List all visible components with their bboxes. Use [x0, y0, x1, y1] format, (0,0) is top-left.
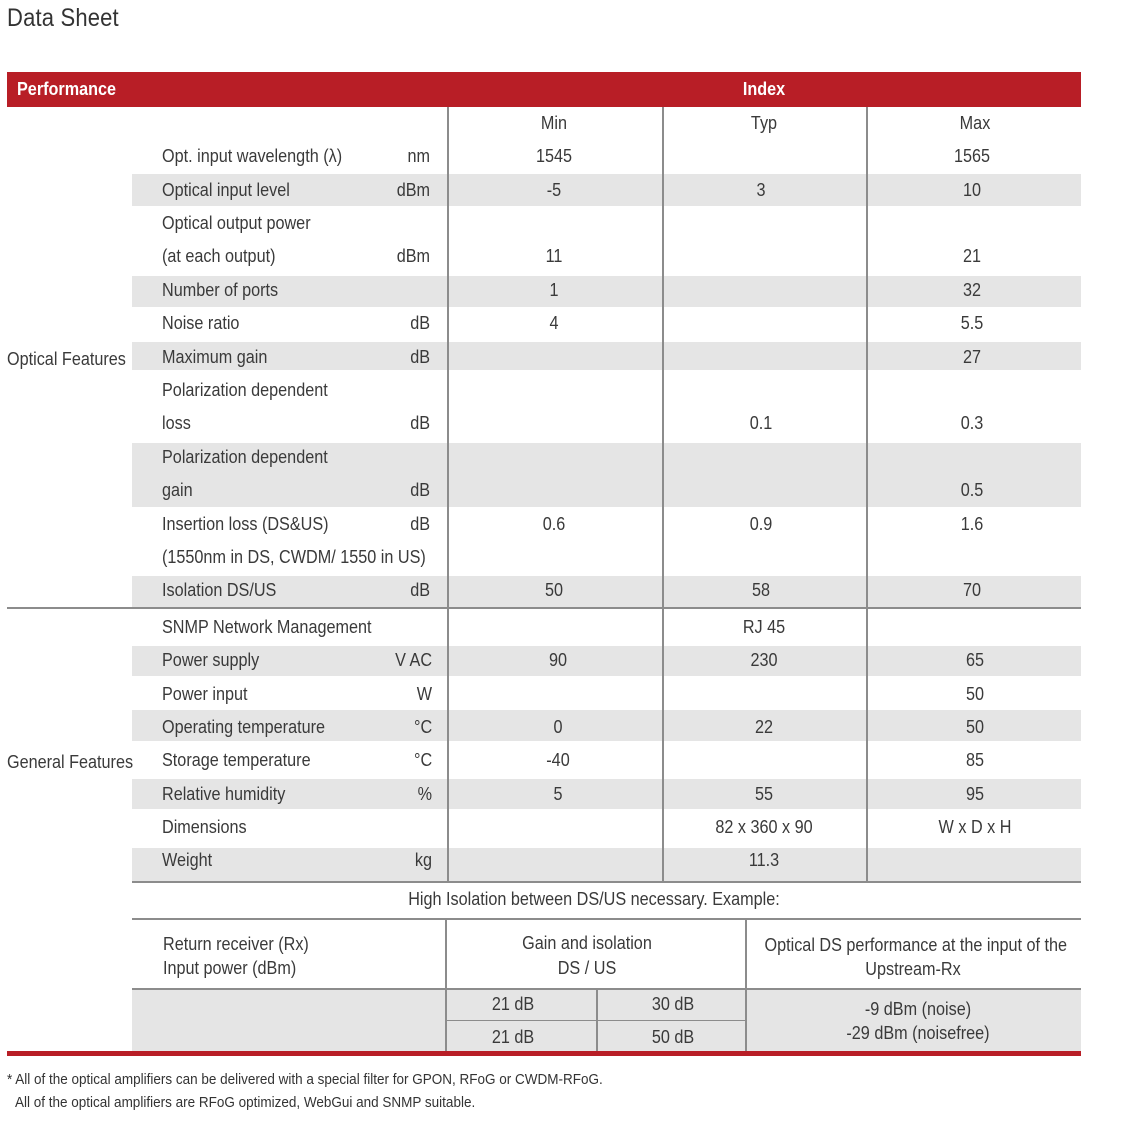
value-min: 0.6	[542, 514, 566, 534]
value-max: 5.5	[960, 313, 984, 333]
example-header-rx: Return receiver (Rx)	[163, 934, 309, 954]
value-typ: 11.3	[748, 850, 780, 870]
row-unit: °C	[413, 750, 432, 770]
row-unit: W	[416, 684, 432, 704]
row-unit: nm	[407, 146, 430, 166]
example-divider	[445, 920, 447, 1051]
row-label: Power input	[162, 684, 248, 704]
column-divider	[447, 107, 449, 882]
value-max: 1.6	[960, 514, 984, 534]
value-typ: 58	[751, 580, 771, 600]
value-min: 50	[544, 580, 564, 600]
row-unit: dB	[410, 514, 430, 534]
row-label: Noise ratio	[162, 313, 240, 333]
value-max: 27	[962, 347, 982, 367]
row-unit: kg	[414, 850, 432, 870]
value-max: 70	[962, 580, 982, 600]
header-index: Index	[742, 79, 786, 99]
value-max: 50	[965, 717, 985, 737]
row-label: Number of ports	[162, 280, 279, 300]
example-gain-value: 21 dB	[491, 994, 535, 1014]
value-max: 95	[965, 784, 985, 804]
column-header-max: Max	[959, 113, 991, 133]
row-label: Dimensions	[162, 817, 247, 837]
example-header-ds-line2: Upstream-Rx	[865, 959, 961, 979]
value-max: 10	[962, 180, 982, 200]
value-min: 1545	[535, 146, 573, 166]
row-unit: dBm	[396, 246, 430, 266]
row-label: Polarization dependent	[162, 447, 328, 467]
row-label-line2: gain	[162, 480, 193, 500]
row-label-line2: (1550nm in DS, CWDM/ 1550 in US)	[162, 547, 426, 567]
value-typ: 55	[754, 784, 774, 804]
value-max: 32	[962, 280, 982, 300]
value-min: 0	[553, 717, 563, 737]
value-max: 0.5	[960, 480, 984, 500]
column-divider	[866, 107, 868, 882]
row-label: Optical input level	[162, 180, 290, 200]
table-end-rule	[132, 881, 1081, 883]
section-divider	[7, 607, 1081, 609]
row-label: Operating temperature	[162, 717, 325, 737]
row-unit: %	[417, 784, 432, 804]
example-isolation-value: 50 dB	[651, 1027, 695, 1047]
value-typ: 230	[750, 650, 778, 670]
example-gain-value: 21 dB	[491, 1027, 535, 1047]
row-label: Weight	[162, 850, 213, 870]
value-max: 85	[965, 750, 985, 770]
value-min: 11	[545, 246, 563, 266]
example-header-ds: Optical DS performance at the input of the	[764, 935, 1068, 955]
table-bottom-bar	[7, 1051, 1081, 1056]
value-min: -40	[546, 750, 570, 770]
example-result-noisefree: -29 dBm (noisefree)	[846, 1023, 990, 1043]
example-divider	[745, 920, 747, 1051]
row-unit: dB	[410, 480, 430, 500]
value-max: 1565	[953, 146, 991, 166]
value-max: 21	[962, 246, 982, 266]
example-header-rule	[132, 988, 1081, 990]
column-header-typ: Typ	[750, 113, 778, 133]
row-label-line2: loss	[162, 413, 191, 433]
value-min: 1	[549, 280, 559, 300]
row-label-line2: (at each output)	[162, 246, 276, 266]
value-typ: 0.9	[749, 514, 773, 534]
row-unit: dB	[410, 413, 430, 433]
table-header-bar	[7, 72, 1081, 107]
value-typ: 82 x 360 x 90	[715, 817, 813, 837]
value-typ: 22	[754, 717, 774, 737]
example-header-rx-line2: Input power (dBm)	[163, 958, 297, 978]
row-label: Power supply	[162, 650, 260, 670]
value-typ: 3	[756, 180, 766, 200]
value-max: 0.3	[960, 413, 984, 433]
page-title: Data Sheet	[7, 4, 119, 32]
row-label: Polarization dependent	[162, 380, 328, 400]
value-min: 5	[553, 784, 563, 804]
group-label-optical: Optical Features	[7, 349, 126, 369]
value-typ: RJ 45	[742, 617, 786, 637]
value-min: 4	[549, 313, 559, 333]
example-result-noise: -9 dBm (noise)	[864, 999, 972, 1019]
row-unit: dBm	[396, 180, 430, 200]
value-min: -5	[546, 180, 562, 200]
row-unit: dB	[410, 347, 430, 367]
row-label: Isolation DS/US	[162, 580, 277, 600]
header-performance: Performance	[17, 79, 117, 99]
example-header-gain: Gain and isolation	[522, 933, 652, 953]
row-label: Maximum gain	[162, 347, 268, 367]
value-min: 90	[548, 650, 568, 670]
row-label: Insertion loss (DS&US)	[162, 514, 329, 534]
column-header-min: Min	[540, 113, 568, 133]
row-label: Opt. input wavelength (λ)	[162, 146, 343, 166]
value-max: W x D x H	[938, 817, 1012, 837]
row-unit: dB	[410, 313, 430, 333]
row-unit: °C	[413, 717, 432, 737]
example-top-rule	[132, 918, 1081, 920]
row-label: Storage temperature	[162, 750, 311, 770]
value-max: 65	[965, 650, 985, 670]
row-label: Optical output power	[162, 213, 311, 233]
row-unit: V AC	[395, 650, 432, 670]
value-max: 50	[965, 684, 985, 704]
footnote: All of the optical amplifiers are RFoG optimized, WebGui and SNMP suitable.	[15, 1094, 476, 1111]
example-header-gain-line2: DS / US	[557, 958, 617, 978]
row-unit: dB	[410, 580, 430, 600]
example-isolation-value: 30 dB	[651, 994, 695, 1014]
footnote: * All of the optical amplifiers can be delivered with a special filter for GPON, RFoG or CWDM-RFoG.	[7, 1071, 603, 1088]
row-label: SNMP Network Management	[162, 617, 372, 637]
row-band	[132, 848, 1081, 881]
group-label-general: General Features	[7, 752, 134, 772]
value-typ: 0.1	[749, 413, 773, 433]
example-caption: High Isolation between DS/US necessary. Example:	[408, 889, 780, 909]
row-label: Relative humidity	[162, 784, 286, 804]
column-divider	[662, 107, 664, 882]
example-divider	[596, 990, 598, 1051]
